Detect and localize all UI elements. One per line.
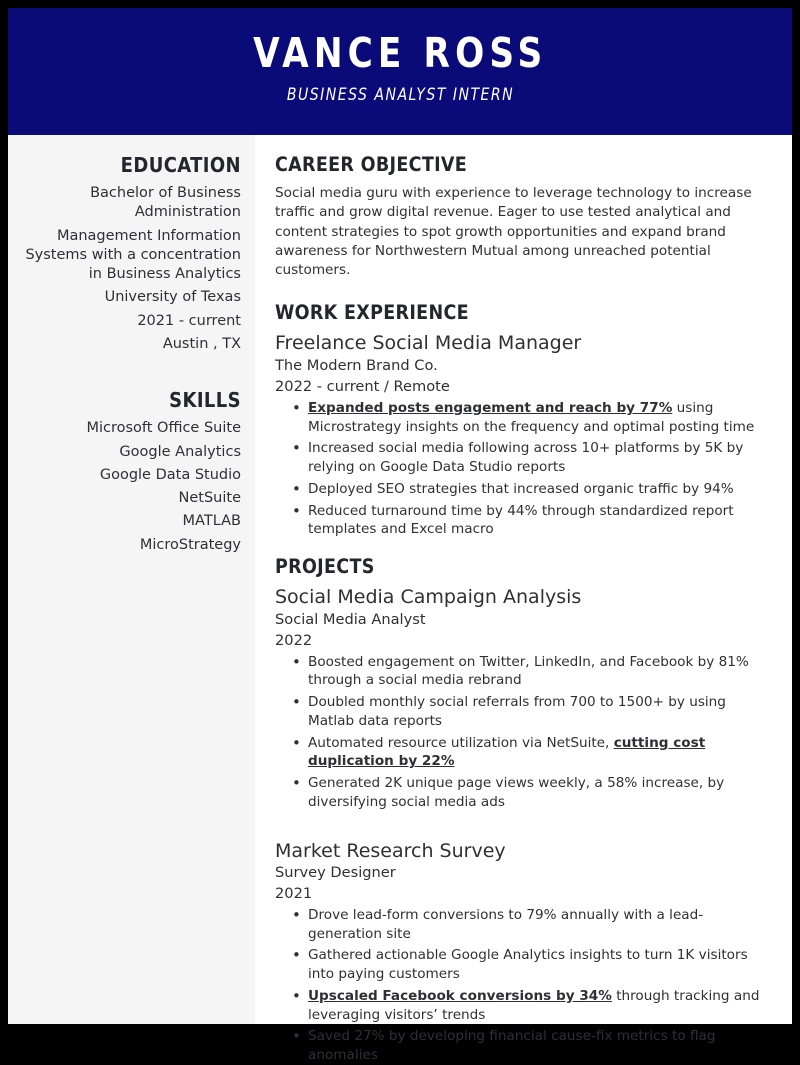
bullet-list — [275, 399, 765, 539]
career-objective-text: Social media guru with experience to leverage technology to increase traffic and grow digital revenue. Eager to use tested analytical and content strategies to spot growth opportunities and expand brand awareness for Northwestern Mutual among unreached potential customers. — [275, 185, 752, 279]
entry-organization: Survey Designer — [275, 864, 396, 882]
entry-organization: Social Media Analyst — [275, 610, 426, 628]
work-experience-entries — [275, 332, 765, 539]
education-line: Austin , TX — [162, 335, 241, 352]
skill-item: MicroStrategy — [139, 536, 241, 553]
entry-spacer — [275, 828, 765, 840]
skill-item: NetSuite — [178, 490, 241, 507]
resume-header — [8, 8, 792, 135]
project-entry — [275, 840, 765, 1065]
bullet-list — [275, 653, 765, 812]
bullet-item: • Increased social media following across 10+ platforms by 5K by relying on Google Data Studio reports — [275, 439, 765, 477]
education-line: Management Information Systems with a concentration in Business Analytics — [25, 227, 241, 283]
work-experience-entry — [275, 332, 765, 539]
main-column — [255, 135, 792, 1064]
bullet-highlight: cutting cost duplication by 22% — [308, 734, 706, 770]
entry-meta: 2022 - current / Remote — [275, 378, 450, 396]
sidebar-spacer — [18, 358, 241, 388]
bullet-item: • Upscaled Facebook conversions by 34% through tracking and leveraging visitors’ trends — [275, 987, 765, 1025]
career-objective-heading: CAREER OBJECTIVE — [275, 153, 468, 176]
sidebar — [8, 135, 255, 1024]
entry-organization: The Modern Brand Co. — [275, 357, 438, 375]
entry-title: Freelance Social Media Manager — [275, 332, 582, 355]
bullet-item: • Deployed SEO strategies that increased organic traffic by 94% — [275, 480, 765, 499]
project-entries — [275, 586, 765, 1065]
bullet-item: • Generated 2K unique page views weekly, a 58% increase, by diversifying social media ads — [275, 774, 765, 812]
section-projects — [275, 555, 765, 1065]
education-line: Bachelor of Business Administration — [90, 185, 241, 221]
work-experience-heading: WORK EXPERIENCE — [275, 301, 469, 325]
bullet-item: • Drove lead-form conversions to 79% annually with a lead-generation site — [275, 906, 765, 944]
bullet-item: • Doubled monthly social referrals from 700 to 1500+ by using Matlab data reports — [275, 693, 765, 731]
bullet-item: • Automated resource utilization via NetSuite, cutting cost duplication by 22% — [275, 734, 765, 772]
education-line: University of Texas — [104, 289, 241, 306]
skill-item: Microsoft Office Suite — [86, 420, 241, 437]
bullet-item: • Saved 27% by developing financial cause-fix metrics to flag anomalies — [275, 1027, 765, 1065]
section-career-objective — [275, 153, 765, 280]
resume-body — [8, 135, 792, 1064]
entry-title: Social Media Campaign Analysis — [275, 586, 582, 609]
education-line: 2021 - current — [137, 312, 241, 329]
education-heading: EDUCATION — [120, 153, 241, 177]
skill-item: Google Data Studio — [99, 466, 241, 483]
education-lines — [18, 184, 241, 354]
candidate-name: VANCE ROSS — [252, 29, 548, 78]
section-work-experience — [275, 301, 765, 539]
sidebar-section-education — [18, 153, 241, 354]
bullet-item: • Gathered actionable Google Analytics insights to turn 1K visitors into paying customers — [275, 946, 765, 984]
sidebar-section-skills — [18, 388, 241, 555]
candidate-job-title: BUSINESS ANALYST INTERN — [286, 84, 514, 105]
skill-item: Google Analytics — [119, 443, 241, 460]
skills-list — [18, 419, 241, 555]
project-entry — [275, 586, 765, 811]
entry-title: Market Research Survey — [275, 839, 506, 862]
bullet-item: • Expanded posts engagement and reach by 77% using Microstrategy insights on the frequency and optimal posting time — [275, 399, 765, 437]
skills-heading: SKILLS — [169, 388, 241, 413]
bullet-highlight: Expanded posts engagement and reach by 77% — [308, 399, 673, 416]
projects-heading: PROJECTS — [275, 555, 375, 579]
bullet-item: • Reduced turnaround time by 44% through standardized report templates and Excel macro — [275, 502, 765, 540]
bullet-item: • Boosted engagement on Twitter, LinkedIn, and Facebook by 81% through a social media rebrand — [275, 653, 765, 691]
bullet-highlight: Upscaled Facebook conversions by 34% — [308, 987, 612, 1004]
resume-page — [8, 8, 792, 1064]
bullet-list — [275, 906, 765, 1065]
entry-meta: 2021 — [275, 885, 313, 903]
skill-item: MATLAB — [182, 513, 241, 530]
entry-meta: 2022 — [275, 631, 313, 649]
